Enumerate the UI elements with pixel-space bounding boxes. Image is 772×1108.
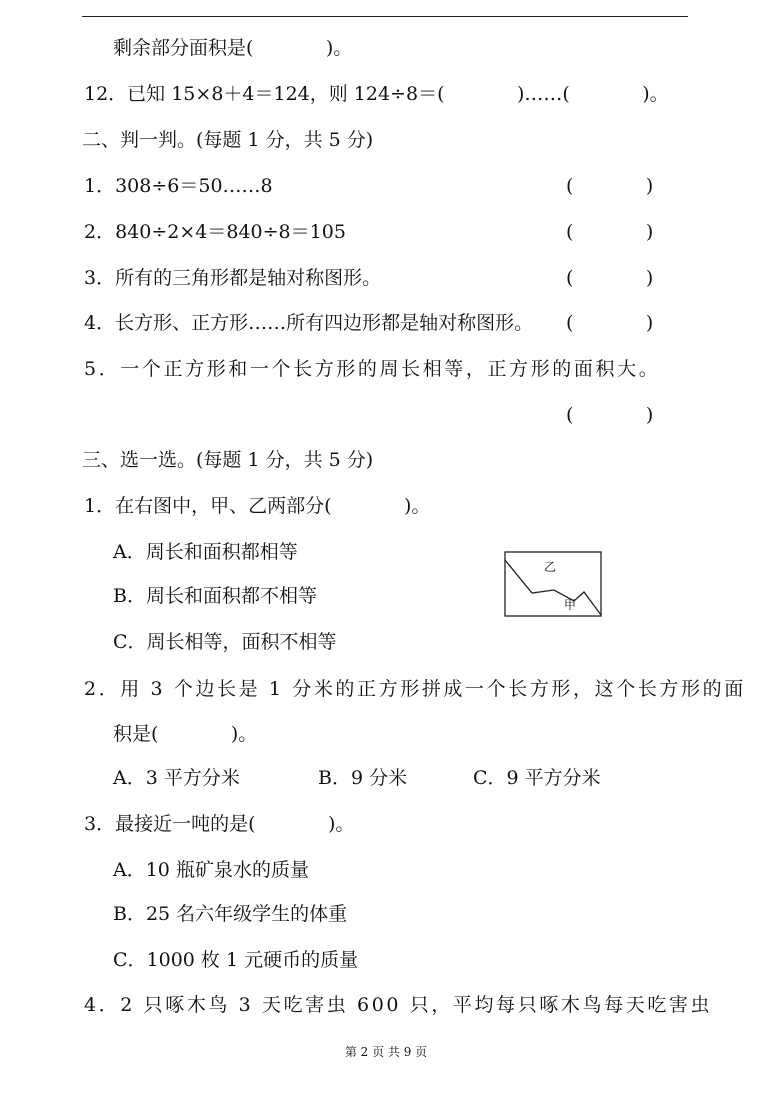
choice-2-option-b[interactable]: B．9 分米: [318, 767, 408, 789]
choice-1-option-a[interactable]: A．周长和面积都相等: [113, 541, 298, 563]
section-2-title: 二、判一判。(每题 1 分，共 5 分): [82, 129, 374, 151]
choice-4-question: 4．2 只啄木鸟 3 天吃害虫 600 只，平均每只啄木鸟每天吃害虫: [84, 994, 713, 1016]
choice-2-question-cont: 积是( )。: [113, 723, 258, 745]
figure-label-yi: 乙: [544, 560, 557, 574]
judge-4-answer-blank[interactable]: ( ): [566, 312, 654, 334]
choice-2-question: 2．用 3 个边长是 1 分米的正方形拼成一个长方形，这个长方形的面: [84, 678, 746, 700]
q12-text: 12．已知 15×8＋4＝124，则 124÷8＝( )……( )。: [84, 83, 669, 105]
judge-1-answer-blank[interactable]: ( ): [566, 175, 654, 197]
page-footer: 第 2 页 共 9 页: [344, 1045, 428, 1059]
judge-5: 5．一个正方形和一个长方形的周长相等，正方形的面积大。: [84, 358, 661, 380]
choice-1-question: 1．在右图中，甲、乙两部分( )。: [84, 495, 431, 517]
judge-2-answer-blank[interactable]: ( ): [566, 221, 654, 243]
choice-3-option-a[interactable]: A．10 瓶矿泉水的质量: [113, 859, 309, 881]
partition-figure: [504, 551, 602, 617]
q11-continuation: 剩余部分面积是( )。: [113, 37, 353, 59]
figure-label-jia: 甲: [564, 598, 577, 612]
judge-3: 3．所有的三角形都是轴对称图形。: [84, 267, 382, 289]
choice-2-option-a[interactable]: A．3 平方分米: [113, 767, 240, 789]
header-rule: [82, 16, 688, 17]
judge-1: 1．308÷6＝50……8: [84, 175, 273, 197]
choice-2-option-c[interactable]: C．9 平方分米: [473, 767, 601, 789]
choice-3-option-b[interactable]: B．25 名六年级学生的体重: [113, 903, 348, 925]
choice-3-option-c[interactable]: C．1000 枚 1 元硬币的质量: [113, 949, 359, 971]
choice-3-question: 3．最接近一吨的是( )。: [84, 813, 355, 835]
choice-1-option-b[interactable]: B．周长和面积都不相等: [113, 585, 317, 607]
judge-2: 2．840÷2×4＝840÷8＝105: [84, 221, 346, 243]
section-3-title: 三、选一选。(每题 1 分，共 5 分): [82, 449, 374, 471]
judge-4: 4．长方形、正方形……所有四边形都是轴对称图形。: [84, 312, 534, 334]
choice-1-option-c[interactable]: C．周长相等，面积不相等: [113, 631, 337, 653]
judge-5-answer-blank[interactable]: ( ): [566, 404, 654, 426]
judge-3-answer-blank[interactable]: ( ): [566, 267, 654, 289]
